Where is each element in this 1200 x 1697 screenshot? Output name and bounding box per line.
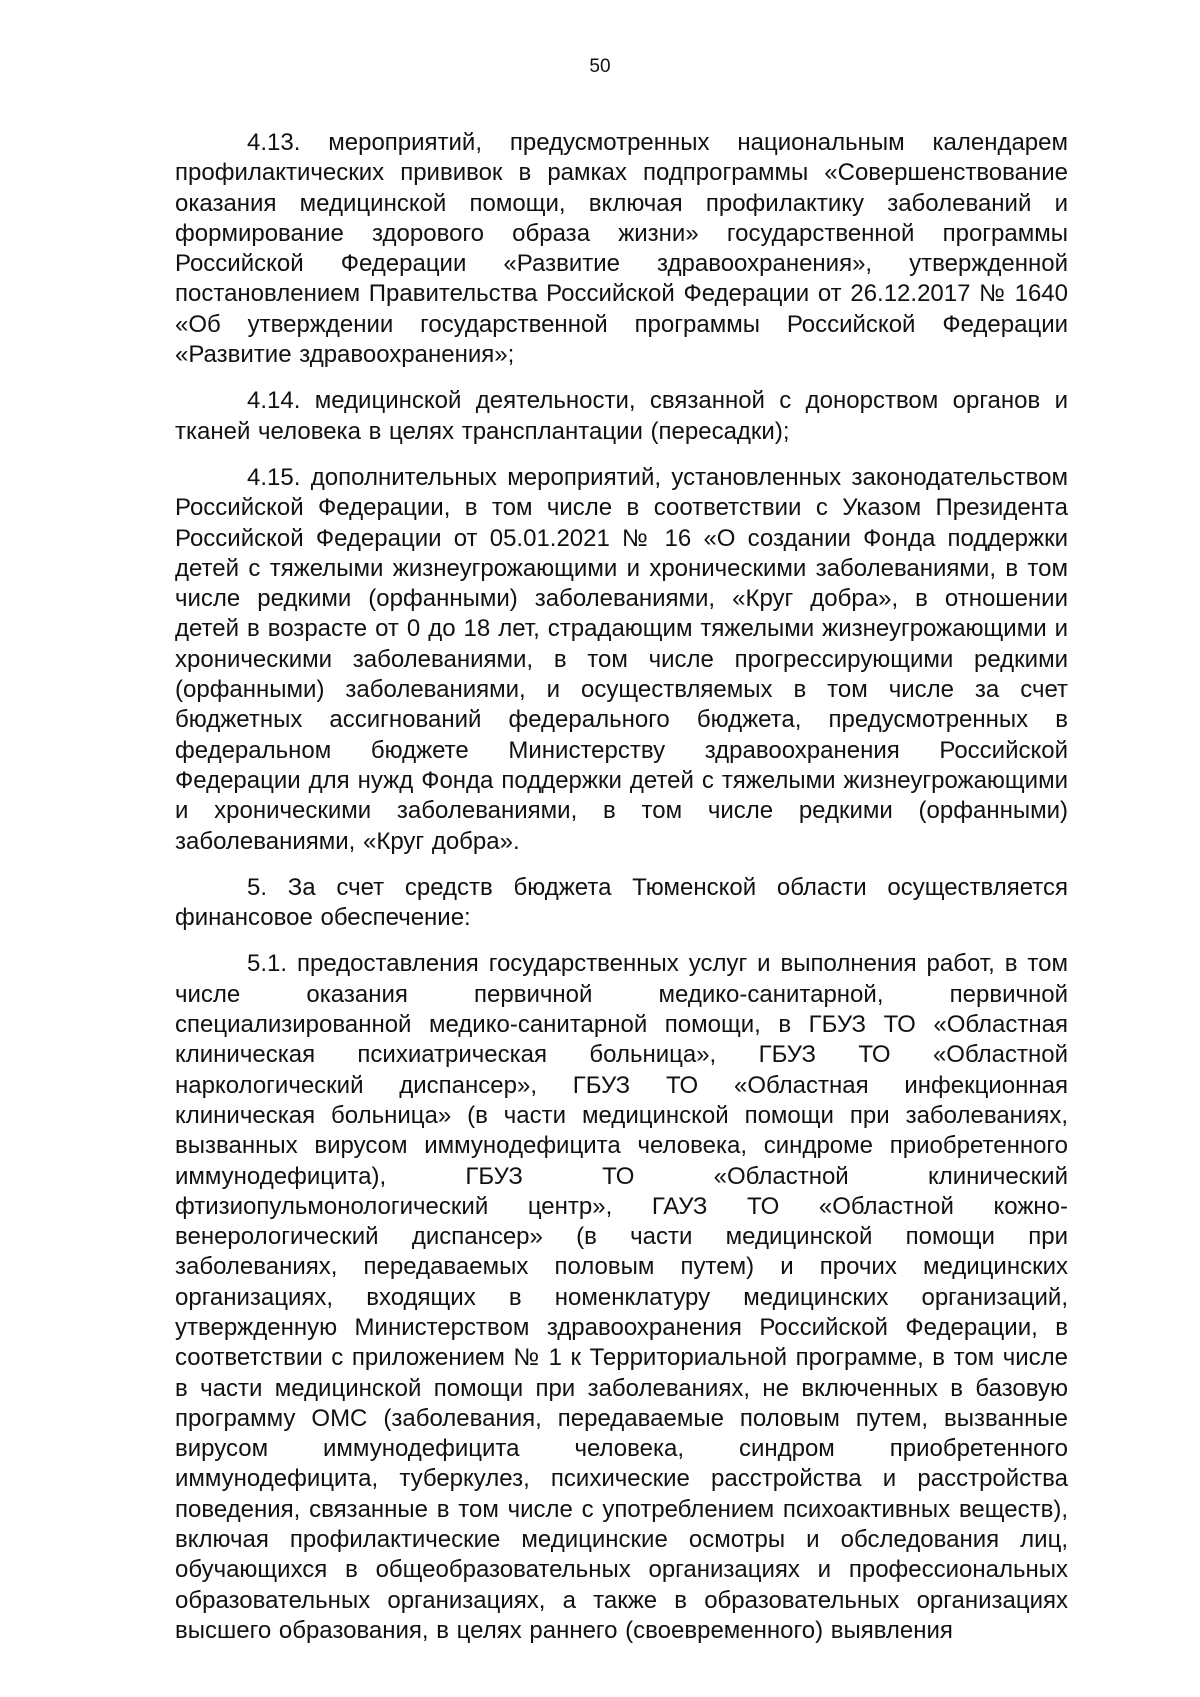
paragraph-5-1: 5.1. предоставления государственных услуг и выполнения работ, в том числе оказания первичной медико-санитарной, первичной специализированной медико-санитарной помощи, в ГБУЗ ТО «Областная клиническая психиатрическая больница», ГБУЗ ТО «Областной наркологический диспансер», ГБУЗ ТО «Областная инфекционная клиническая больница» (в части медицинской помощи при заболеваниях, вызванных вирусом иммунодефицита человека, синдроме приобретенного иммунодефицита), ГБУЗ ТО «Областной клинический фтизиопульмонологический центр», ГАУЗ ТО «Областной кожно-венерологический диспансер» (в части медицинской помощи при заболеваниях, передаваемых половым путем) и прочих медицинских организациях, входящих в номенклатуру медицинских организаций, утвержденную Министерством здравоохранения Российской Федерации, в соответствии с приложением № 1 к Территориальной программе, в том числе в части медицинской помощи при заболеваниях, не включенных в базовую программу ОМС (заболевания, передаваемые половым путем, вызванные вирусом иммунодефицита человека, синдром приобретенного иммунодефицита, туберкулез, психические расстройства и расстройства поведения, связанные в том числе с употреблением психоактивных веществ), включая профилактические медицинские осмотры и обследования лиц, обучающихся в общеобразовательных организациях и профессиональных образовательных организациях, а также в образовательных организациях высшего образования, в целях раннего (своевременного) выявления	[175, 950, 1068, 1644]
paragraph-5: 5. За счет средств бюджета Тюменской области осуществляется финансовое обеспечение:	[175, 873, 1068, 932]
page-number: 50	[589, 56, 611, 77]
paragraph-4-15: 4.15. дополнительных мероприятий, установленных законодательством Российской Федерации, в том числе в соответствии с Указом Президента Российской Федерации от 05.01.2021 № 16 «О создании Фонда поддержки детей с тяжелыми жизнеугрожающими и хроническими заболеваниями, в том числе редкими (орфанными) заболеваниями, «Круг добра», в отношении детей в возрасте от 0 до 18 лет, страдающим тяжелыми жизнеугрожающими и хроническими заболеваниями, в том числе прогрессирующими редкими (орфанными) заболеваниями, и осуществляемых в том числе за счет бюджетных ассигнований федерального бюджета, предусмотренных в федеральном бюджете Министерству здравоохранения Российской Федерации для нужд Фонда поддержки детей с тяжелыми жизнеугрожающими и хроническими заболеваниями, в том числе редкими (орфанными) заболеваниями, «Круг добра».	[175, 463, 1068, 855]
document-body	[175, 128, 1068, 1662]
paragraph-4-13: 4.13. мероприятий, предусмотренных национальным календарем профилактических прививок в рамках подпрограммы «Совершенствование оказания медицинской помощи, включая профилактику заболеваний и формирование здорового образа жизни» государственной программы Российской Федерации «Развитие здравоохранения», утвержденной постановлением Правительства Российской Федерации от 26.12.2017 № 1640 «Об утверждении государственной программы Российской Федерации «Развитие здравоохранения»;	[175, 129, 1068, 369]
paragraph-4-14: 4.14. медицинской деятельности, связанной с донорством органов и тканей человека в целях трансплантации (пересадки);	[175, 387, 1068, 445]
